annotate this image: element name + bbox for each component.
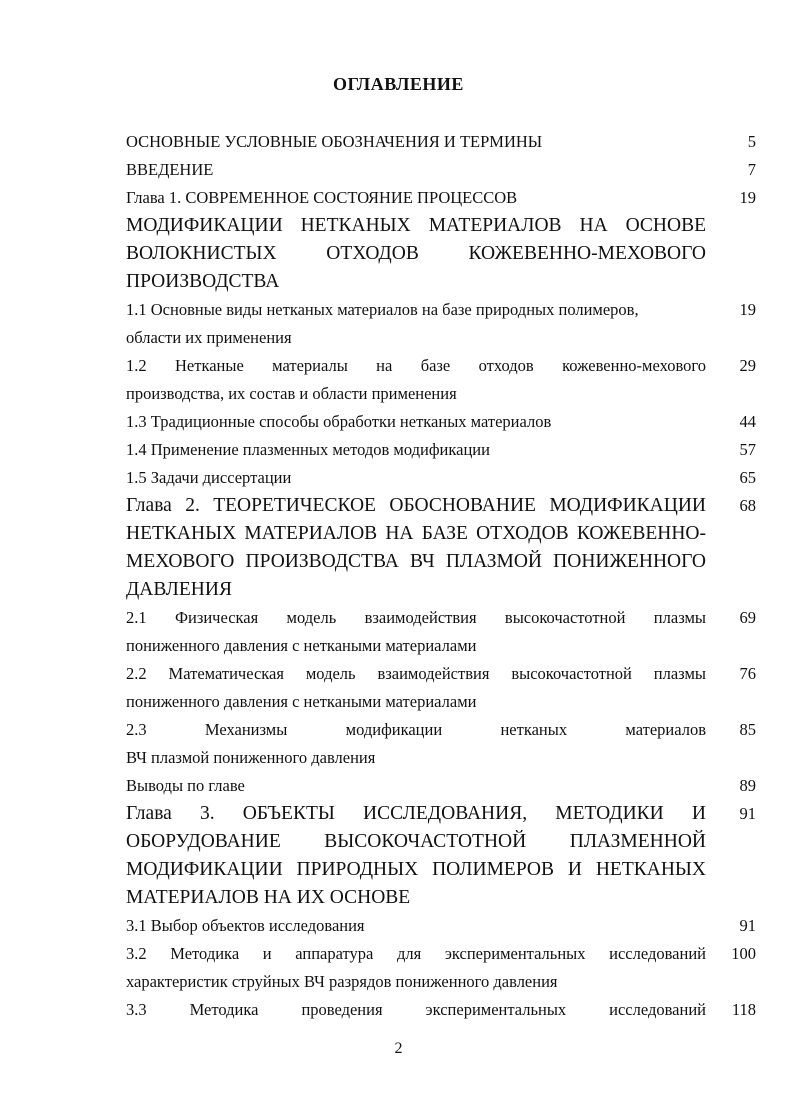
toc-entry-title bbox=[126, 800, 706, 912]
toc-entry-title bbox=[126, 436, 706, 464]
toc-entry bbox=[126, 156, 756, 184]
toc-entry-line: МЕХОВОГО ПРОИЗВОДСТВА ВЧ ПЛАЗМОЙ ПОНИЖЕННОГО bbox=[126, 551, 706, 572]
toc-entry-title bbox=[126, 352, 706, 408]
toc-entry-line: ПРОИЗВОДСТВА bbox=[126, 271, 280, 292]
toc-entry-title bbox=[126, 940, 706, 996]
page-number: 2 bbox=[394, 1040, 403, 1057]
page-title: ОГЛАВЛЕНИЕ bbox=[333, 74, 464, 94]
toc-entry bbox=[126, 604, 756, 660]
toc-entry-page: 85 bbox=[739, 720, 756, 739]
toc-entry bbox=[126, 940, 756, 996]
toc-entry-title bbox=[126, 996, 706, 1024]
toc-entry bbox=[126, 184, 756, 296]
toc-entry-line: 1.1 Основные виды нетканых материалов на базе природных полимеров, bbox=[126, 300, 639, 319]
toc-entry-title bbox=[126, 408, 706, 436]
toc-entry-line: пониженного давления с неткаными материалами bbox=[126, 636, 477, 655]
toc-entry-line: 3.1 Выбор объектов исследования bbox=[126, 916, 365, 935]
toc-entry bbox=[126, 660, 756, 716]
toc-entry bbox=[126, 408, 756, 436]
toc-entry-line: 2.2 Математическая модель взаимодействия высокочастотной плазмы bbox=[126, 664, 706, 683]
toc-entry bbox=[126, 436, 756, 464]
toc-entry bbox=[126, 128, 756, 156]
toc-entry-line: 3.3 Методика проведения экспериментальных исследований bbox=[126, 1000, 706, 1019]
toc-entry-title bbox=[126, 128, 706, 156]
toc-entry-page: 91 bbox=[739, 804, 756, 823]
toc-entry-title bbox=[126, 716, 706, 772]
toc-entry bbox=[126, 912, 756, 940]
toc-entry bbox=[126, 716, 756, 772]
toc-entry-page: 19 bbox=[739, 188, 756, 207]
toc-entry-page: 76 bbox=[739, 664, 756, 683]
toc-entry-page: 5 bbox=[747, 132, 756, 151]
toc-entry-line: ВВЕДЕНИЕ bbox=[126, 160, 214, 179]
toc-entry-page: 19 bbox=[739, 300, 756, 319]
toc-entry-line: МОДИФИКАЦИИ ПРИРОДНЫХ ПОЛИМЕРОВ И НЕТКАНЫХ bbox=[126, 859, 706, 880]
toc-entry-line: Выводы по главе bbox=[126, 776, 245, 795]
toc-entry bbox=[126, 492, 756, 604]
toc-entry-page: 89 bbox=[739, 776, 756, 795]
toc-entry bbox=[126, 800, 756, 912]
toc-entry-line: Глава 3. ОБЪЕКТЫ ИССЛЕДОВАНИЯ, МЕТОДИКИ И bbox=[126, 803, 706, 824]
toc-entry-line: 2.1 Физическая модель взаимодействия высокочастотной плазмы bbox=[126, 608, 706, 627]
toc-entry-page: 7 bbox=[747, 160, 756, 179]
toc-entry-line: 1.3 Традиционные способы обработки нетканых материалов bbox=[126, 412, 552, 431]
toc-entry-title bbox=[126, 184, 706, 296]
toc-entry bbox=[126, 352, 756, 408]
toc-entry-page: 68 bbox=[739, 496, 756, 515]
toc-entry-line: ОСНОВНЫЕ УСЛОВНЫЕ ОБОЗНАЧЕНИЯ И ТЕРМИНЫ bbox=[126, 132, 543, 151]
toc-entry-page: 118 bbox=[731, 1000, 756, 1019]
toc-entry bbox=[126, 772, 756, 800]
toc-entry-line: 1.4 Применение плазменных методов модификации bbox=[126, 440, 490, 459]
toc-entry-title bbox=[126, 296, 706, 352]
toc-entry-page: 100 bbox=[731, 944, 756, 963]
toc-entry-line: ОБОРУДОВАНИЕ ВЫСОКОЧАСТОТНОЙ ПЛАЗМЕННОЙ bbox=[126, 831, 706, 852]
toc-entry-line: МАТЕРИАЛОВ НА ИХ ОСНОВЕ bbox=[126, 887, 411, 908]
toc-entry-line: ВОЛОКНИСТЫХ ОТХОДОВ КОЖЕВЕННО-МЕХОВОГО bbox=[126, 243, 706, 264]
toc-entry-line: Глава 1. СОВРЕМЕННОЕ СОСТОЯНИЕ ПРОЦЕССОВ bbox=[126, 188, 518, 207]
toc-entry-line: Глава 2. ТЕОРЕТИЧЕСКОЕ ОБОСНОВАНИЕ МОДИФИКАЦИИ bbox=[126, 495, 706, 516]
toc-entry-line: НЕТКАНЫХ МАТЕРИАЛОВ НА БАЗЕ ОТХОДОВ КОЖЕВЕННО- bbox=[126, 523, 706, 544]
toc-entry-title bbox=[126, 912, 706, 940]
toc-entry-title bbox=[126, 772, 706, 800]
toc-entry-line: пониженного давления с неткаными материалами bbox=[126, 692, 477, 711]
toc-entry-title bbox=[126, 604, 706, 660]
toc-entry-page: 65 bbox=[739, 468, 756, 487]
toc-entry-line: 1.2 Нетканые материалы на базе отходов кожевенно-мехового bbox=[126, 356, 706, 375]
toc-entry-title bbox=[126, 464, 706, 492]
toc-entry bbox=[126, 296, 756, 352]
toc-entry-line: 2.3 Механизмы модификации нетканых материалов bbox=[126, 720, 706, 739]
toc-entry bbox=[126, 464, 756, 492]
table-of-contents bbox=[126, 128, 756, 1024]
toc-entry bbox=[126, 996, 756, 1024]
toc-entry-line: ВЧ плазмой пониженного давления bbox=[126, 748, 376, 767]
toc-entry-line: 1.5 Задачи диссертации bbox=[126, 468, 292, 487]
toc-entry-page: 57 bbox=[739, 440, 756, 459]
toc-entry-page: 69 bbox=[739, 608, 756, 627]
toc-entry-title bbox=[126, 156, 706, 184]
toc-entry-line: области их применения bbox=[126, 328, 292, 347]
toc-entry-page: 91 bbox=[739, 916, 756, 935]
toc-entry-title bbox=[126, 660, 706, 716]
toc-entry-line: ДАВЛЕНИЯ bbox=[126, 579, 232, 600]
toc-entry-line: 3.2 Методика и аппаратура для экспериментальных исследований bbox=[126, 944, 706, 963]
toc-entry-line: производства, их состав и области применения bbox=[126, 384, 457, 403]
toc-entry-line: характеристик струйных ВЧ разрядов пониженного давления bbox=[126, 972, 558, 991]
toc-entry-line: МОДИФИКАЦИИ НЕТКАНЫХ МАТЕРИАЛОВ НА ОСНОВЕ bbox=[126, 215, 706, 236]
toc-entry-page: 44 bbox=[739, 412, 756, 431]
toc-entry-title bbox=[126, 492, 706, 604]
toc-entry-page: 29 bbox=[739, 356, 756, 375]
